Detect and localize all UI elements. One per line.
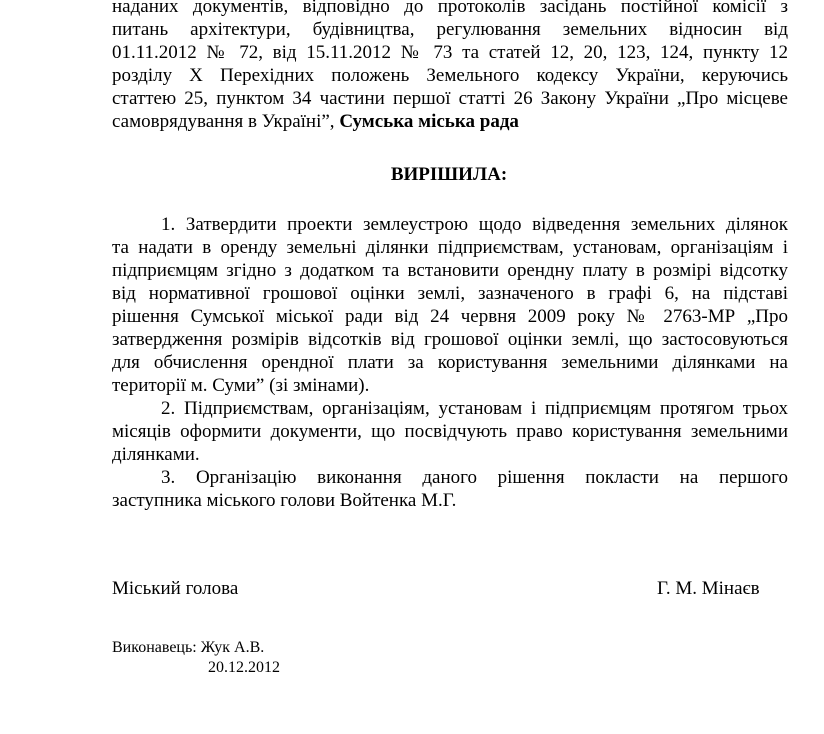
executor-date: 20.12.2012 xyxy=(208,659,280,676)
item1-line-7: для обчислення орендної плати за користування земельними ділянками на xyxy=(112,352,788,373)
signature-title: Міський голова xyxy=(112,578,239,599)
preamble-line-4: розділу Х Перехідних положень Земельного кодексу України, керуючись xyxy=(112,65,788,86)
item1-line-2: та надати в оренду земельні ділянки підприємствам, установам, організаціям і xyxy=(112,237,788,258)
item1-line-4: від нормативної грошової оцінки землі, зазначеного в графі 6, на підставі xyxy=(112,283,788,304)
item2-line-3: ділянками. xyxy=(112,444,200,465)
preamble-line-2: питань архітектури, будівництва, регулювання земельних відносин від xyxy=(112,19,788,40)
executor-label: Виконавець: Жук А.В. xyxy=(112,639,265,656)
signature-name: Г. М. Мінаєв xyxy=(657,578,760,599)
item1-line-3: підприємцям згідно з додатком та встановити орендну плату в розмірі відсотку xyxy=(112,260,788,281)
item1-line-1: 1. Затвердити проекти землеустрою щодо відведення земельних ділянок xyxy=(161,214,788,235)
item3-line-2: заступника міського голови Войтенка М.Г. xyxy=(112,490,457,511)
item1-line-8: території м. Суми” (зі змінами). xyxy=(112,375,370,396)
item1-line-6: затвердження розмірів відсотків від грошової оцінки землі, що застосовуються xyxy=(112,329,788,350)
item3-line-1: 3. Організацію виконання даного рішення покласти на першого xyxy=(161,467,788,488)
preamble-line-3: 01.11.2012 № 72, від 15.11.2012 № 73 та статей 12, 20, 123, 124, пункту 12 xyxy=(112,42,788,63)
item2-line-2: місяців оформити документи, що посвідчують право користування земельними xyxy=(112,421,788,442)
council-name: Сумська міська рада xyxy=(339,111,519,132)
preamble-line-5: статтею 25, пунктом 34 частини першої статті 26 Закону України „Про місцеве xyxy=(112,88,788,109)
item1-line-5: рішення Сумської міської ради від 24 червня 2009 року № 2763-МР „Про xyxy=(112,306,788,327)
preamble-line-6 xyxy=(112,110,519,133)
item2-line-1: 2. Підприємствам, організаціям, установам і підприємцям протягом трьох xyxy=(161,398,788,419)
preamble-line-1: наданих документів, відповідно до протоколів засідань постійної комісії з xyxy=(112,0,788,17)
preamble-line-6-text: самоврядування в Україні”, xyxy=(112,111,340,132)
decision-heading: ВИРІШИЛА: xyxy=(390,164,508,185)
